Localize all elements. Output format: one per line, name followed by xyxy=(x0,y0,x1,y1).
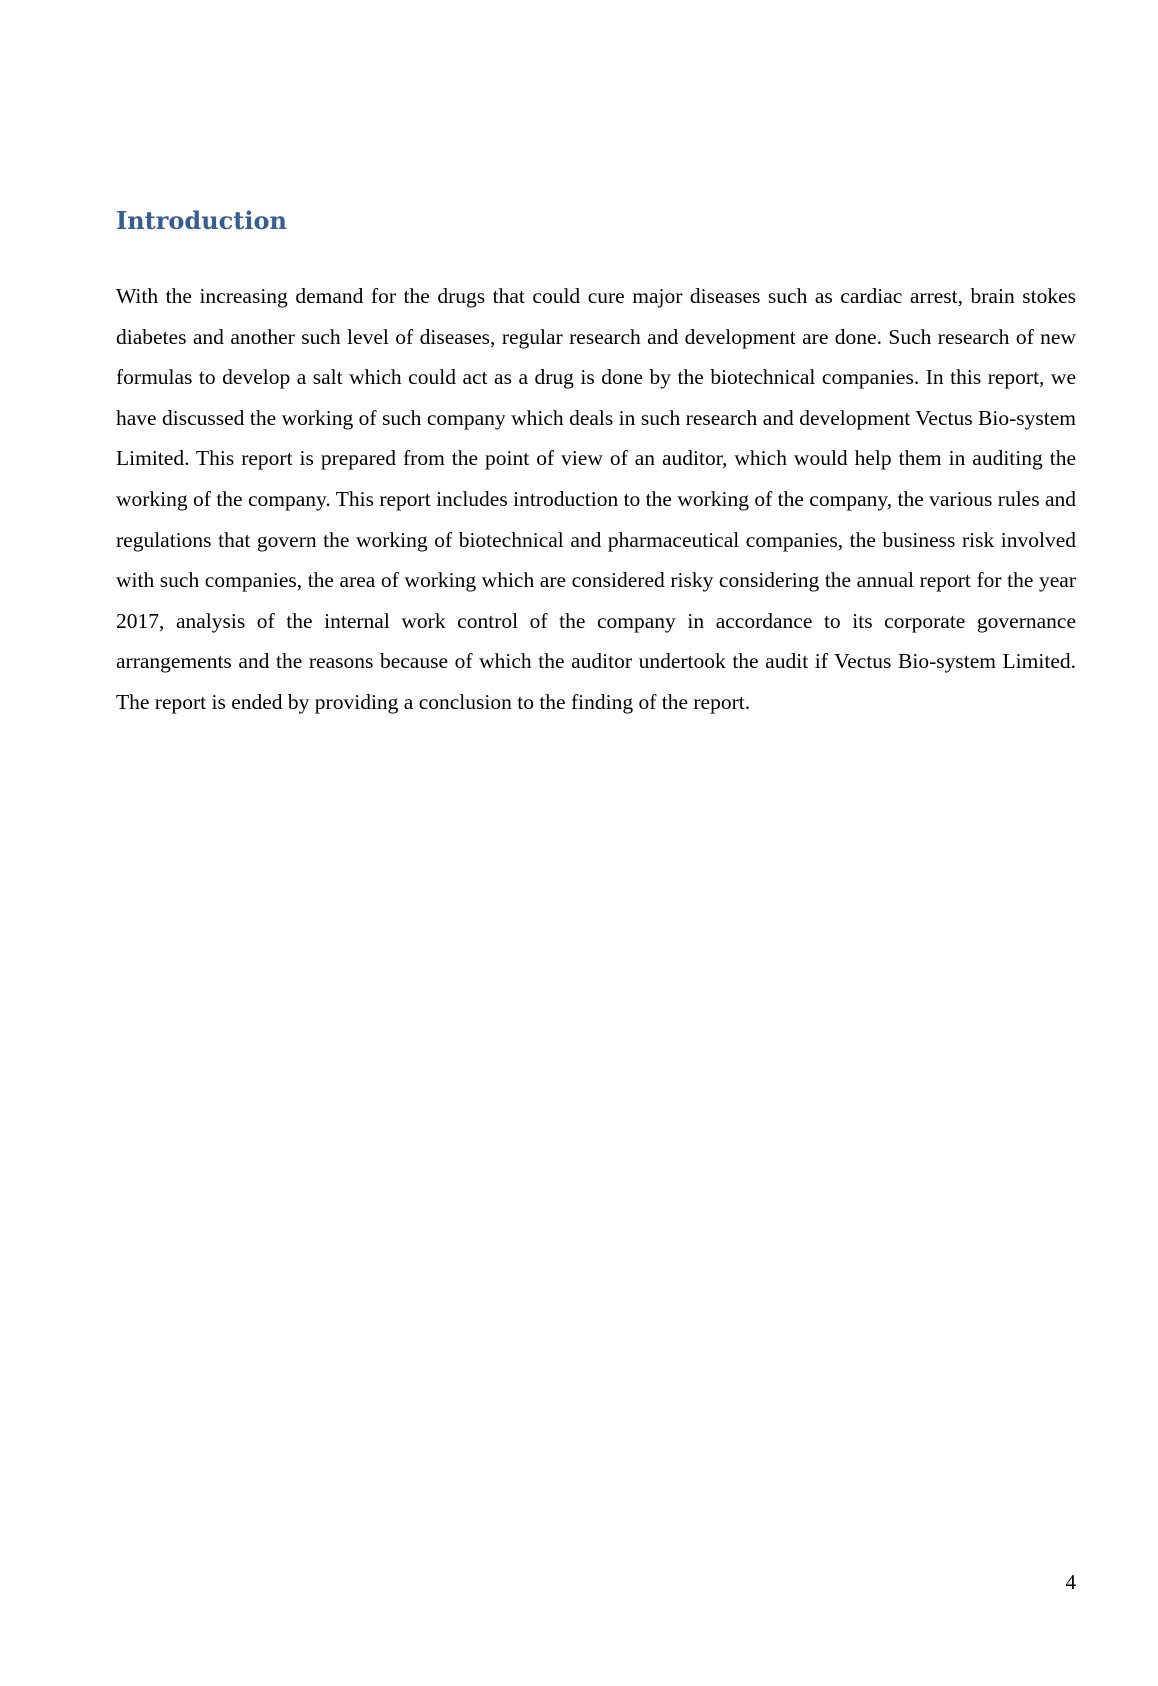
page-number: 4 xyxy=(1065,1570,1076,1594)
section-heading: Introduction xyxy=(116,206,287,235)
body-paragraph: With the increasing demand for the drugs that could cure major diseases such as cardiac arrest, brain stokes diabetes and another such level of diseases, regular research and development are done. Such research of new formulas to develop a salt which could act as a drug is done by the biotechnical companies. In this report, we have discussed the working of such company which deals in such research and development Vectus Bio-system Limited. This report is prepared from the point of view of an auditor, which would help them in auditing the working of the company. This report includes introduction to the working of the company, the various rules and regulations that govern the working of biotechnical and pharmaceutical companies, the business risk involved with such companies, the area of working which are considered risky considering the annual report for the year 2017, analysis of the internal work control of the company in accordance to its corporate governance arrangements and the reasons because of which the auditor undertook the audit if Vectus Bio-system Limited. The report is ended by providing a conclusion to the finding of the report. xyxy=(116,284,1076,714)
